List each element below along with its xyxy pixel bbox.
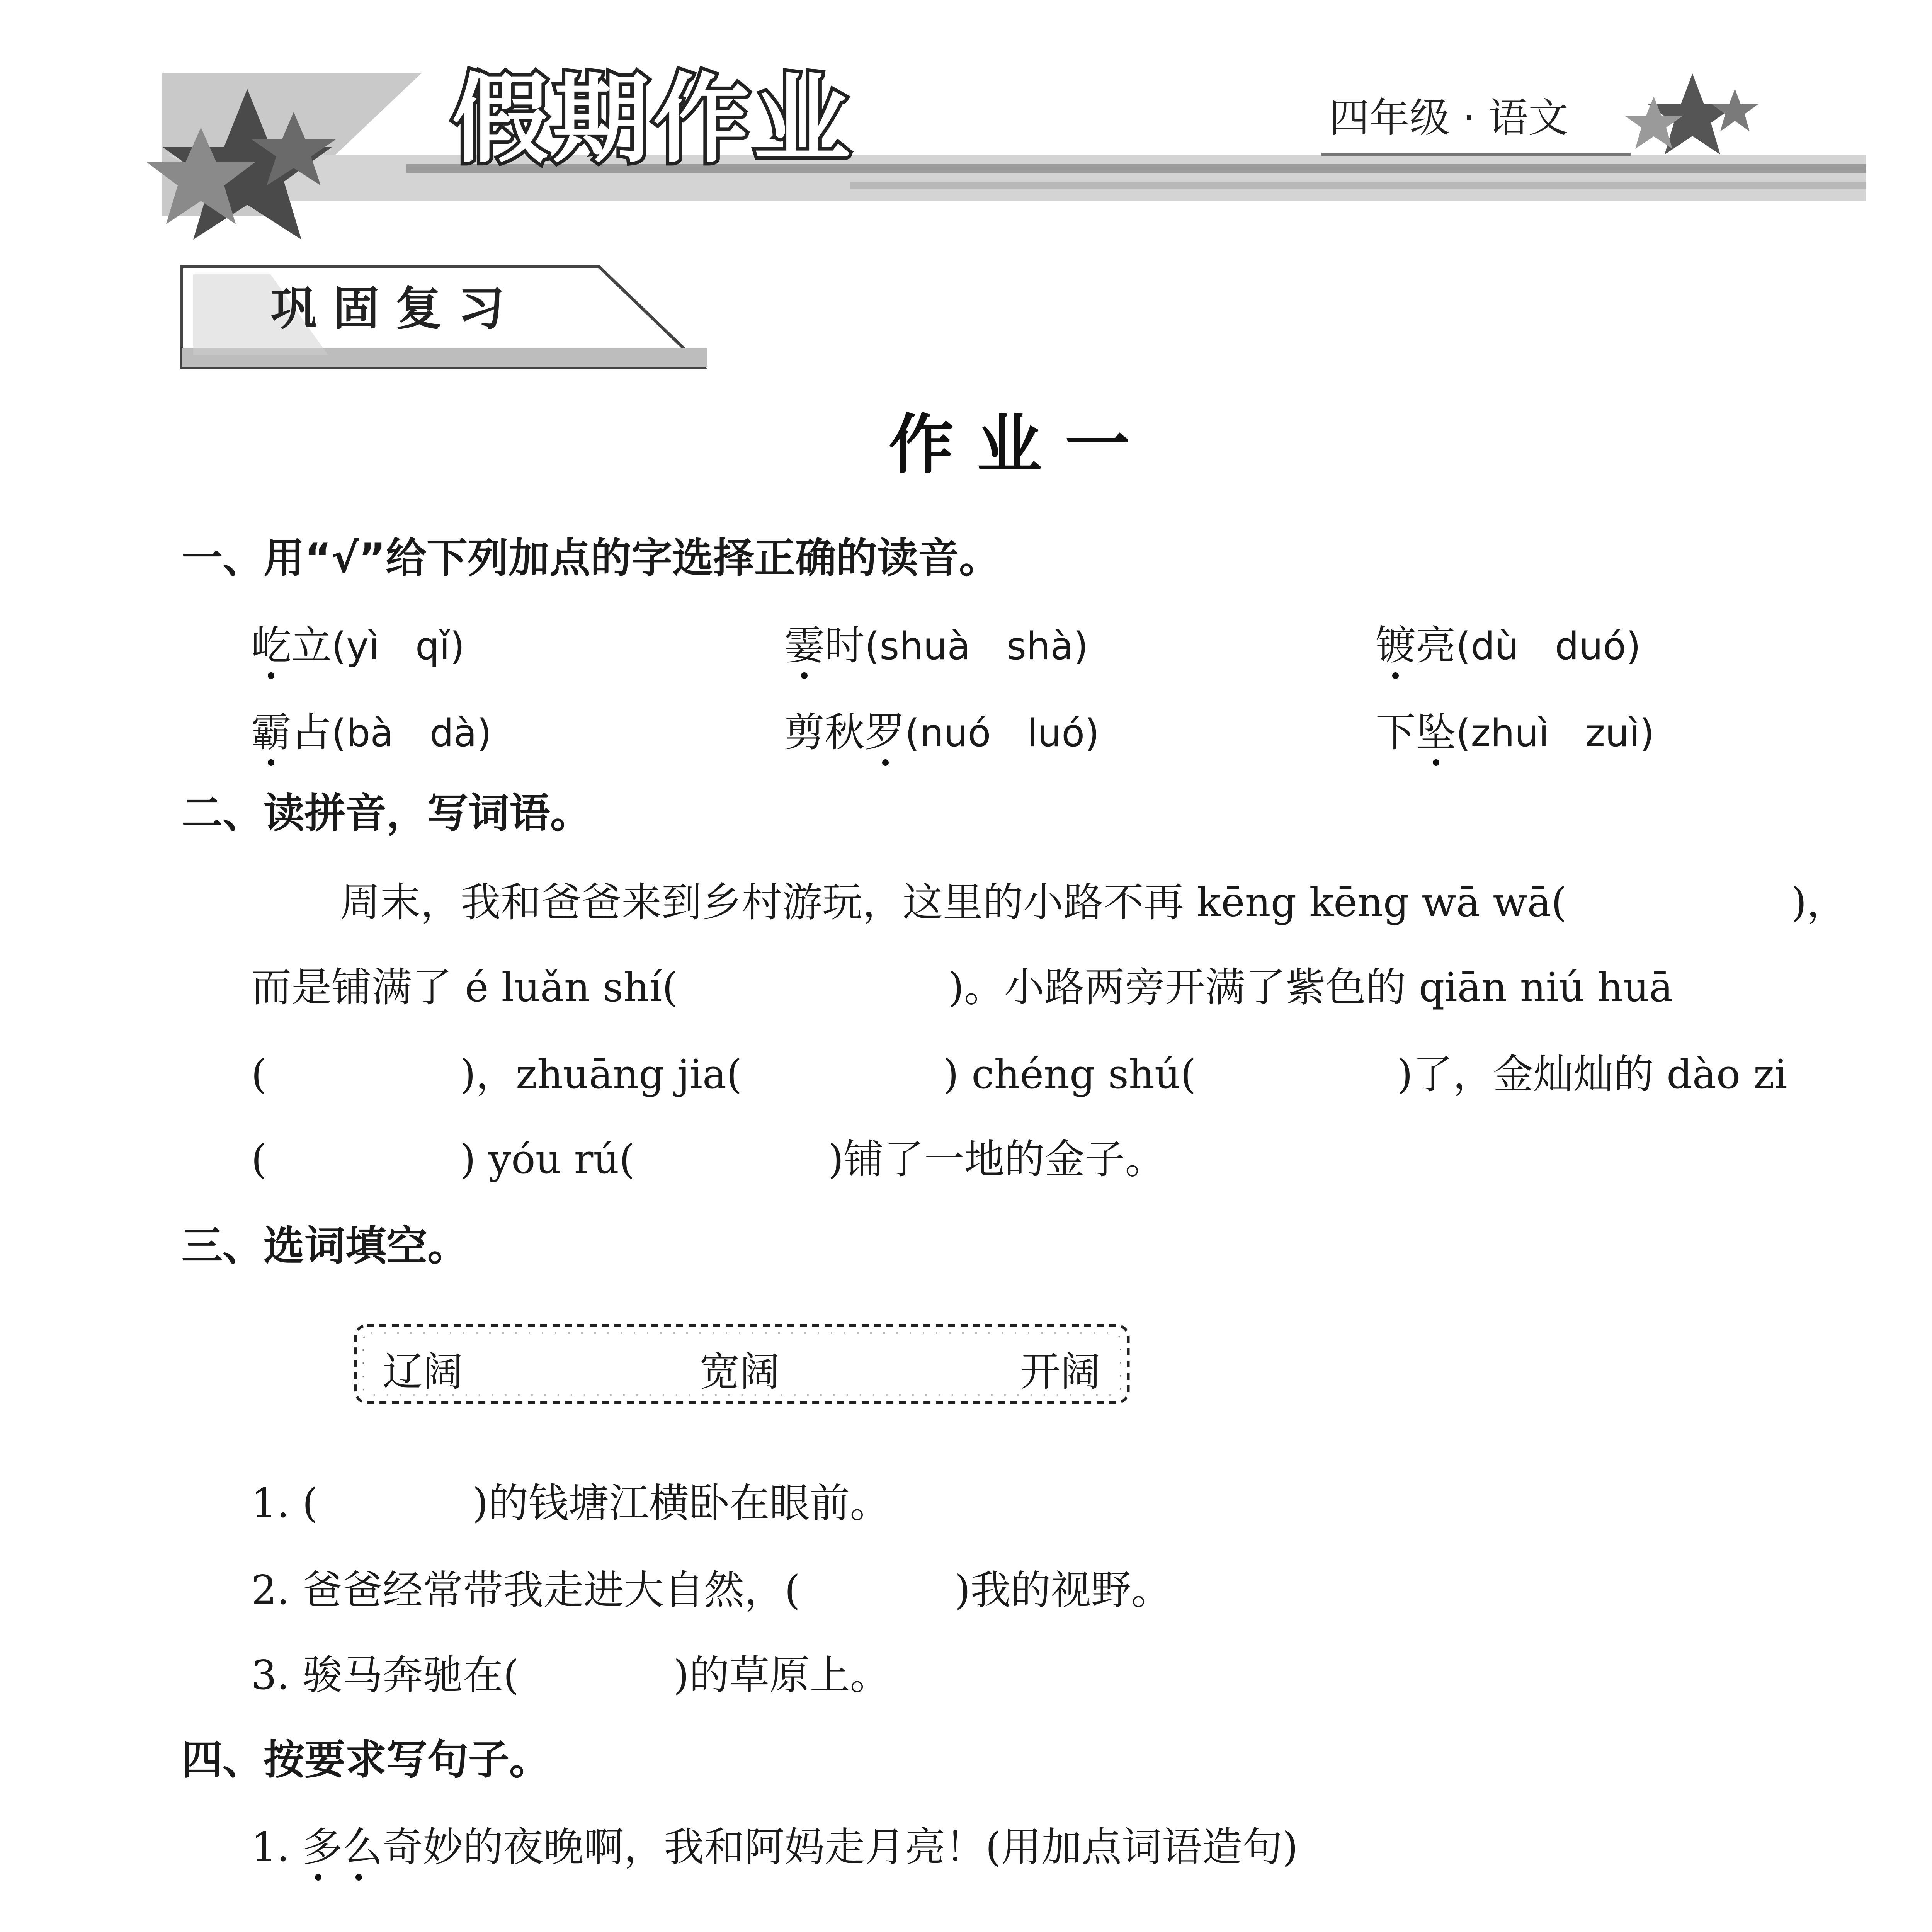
q1-item [1376,620,1641,672]
q1-options: (dù duó) [1456,624,1641,668]
emphasis-dot [355,1874,362,1881]
emphasis-dot [1392,672,1399,679]
q1-item [1376,707,1655,759]
emphasis-dot [268,759,274,766]
word-option: 宽阔 [699,1348,780,1395]
q3-text: )我的视野。 [954,1566,1172,1614]
q1-options: (yì qǐ) [332,624,465,668]
q2-text: 周末，我和爸爸来到乡村游玩，这里的小路不再 kēng kēng wā wā( [340,879,1567,926]
q1-item [251,707,492,759]
q3-text: 2. 爸爸经常带我走进大自然，( [251,1566,800,1614]
section-tab-label: 巩 固 复 习 [270,282,505,336]
header-title: 假期作业 [452,63,854,176]
q1-options: (bà dà) [332,711,492,755]
q3-text: 3. 骏马奔驰在( [251,1651,519,1699]
word-option: 辽阔 [383,1348,463,1395]
q2-text: 而是铺满了 é luǎn shí( [251,964,678,1011]
q2-line-1 [340,877,1847,927]
q1-options: (zhuì zuì) [1456,711,1655,755]
q1-item [784,707,1099,759]
q3-heading: 三、选词填空。 [182,1222,468,1270]
q1-word: 下坠 [1376,709,1456,756]
q2-text: ( [251,1051,267,1098]
q2-text: ) yóu rú( [460,1136,635,1183]
q1-options: (shuà shà) [865,624,1088,668]
q2-text: )了，金灿灿的 dào zi [1397,1051,1787,1098]
emphasis-dot [882,759,889,766]
q2-text: )，zhuāng jia( [460,1051,742,1098]
q1-word: 霸占 [251,709,332,756]
assignment-title: 作业一 [889,406,1153,483]
emphasis-dot [315,1874,321,1881]
q2-text: )。小路两旁开满了紫色的 qiān niú huā [948,964,1673,1011]
q1-word: 镀亮 [1376,622,1456,669]
emphasis-dot [801,672,808,679]
q4-heading: 四、按要求写句子。 [182,1736,550,1784]
q3-text: )的草原上。 [673,1651,890,1699]
q1-item [784,620,1088,672]
q2-text: )， [1791,879,1847,926]
q2-heading: 二、读拼音，写词语。 [182,789,591,837]
q3-item [251,1650,890,1700]
q3-text: 1. ( [251,1480,318,1527]
q1-heading: 一、用“√”给下列加点的字选择正确的读音。 [182,534,1000,582]
q2-line-2 [251,962,1673,1012]
q3-text: )的钱塘江横卧在眼前。 [472,1480,890,1527]
q4-item-1: 1. 多么奇妙的夜晚啊，我和阿妈走月亮！(用加点词语造句) [251,1823,1298,1871]
q2-text: ( [251,1136,267,1183]
emphasis-dot [1433,759,1439,766]
q3-item [251,1478,890,1528]
q1-item [251,620,465,672]
q1-word: 霎时 [784,622,865,669]
q2-line-3 [251,1049,1787,1099]
star-decoration-icon [1625,73,1758,155]
q1-word: 剪秋罗 [784,709,905,756]
q1-word: 屹立 [251,622,332,669]
q3-item [251,1565,1171,1615]
q1-options: (nuó luó) [905,711,1100,755]
q2-text: )铺了一地的金子。 [828,1136,1165,1183]
word-option: 开阔 [1020,1348,1101,1395]
q2-text: ) chéng shú( [943,1051,1196,1098]
q2-line-4 [251,1134,1165,1184]
emphasis-dot [268,672,274,679]
grade-subject-label: 四年级 · 语文 [1329,94,1569,141]
